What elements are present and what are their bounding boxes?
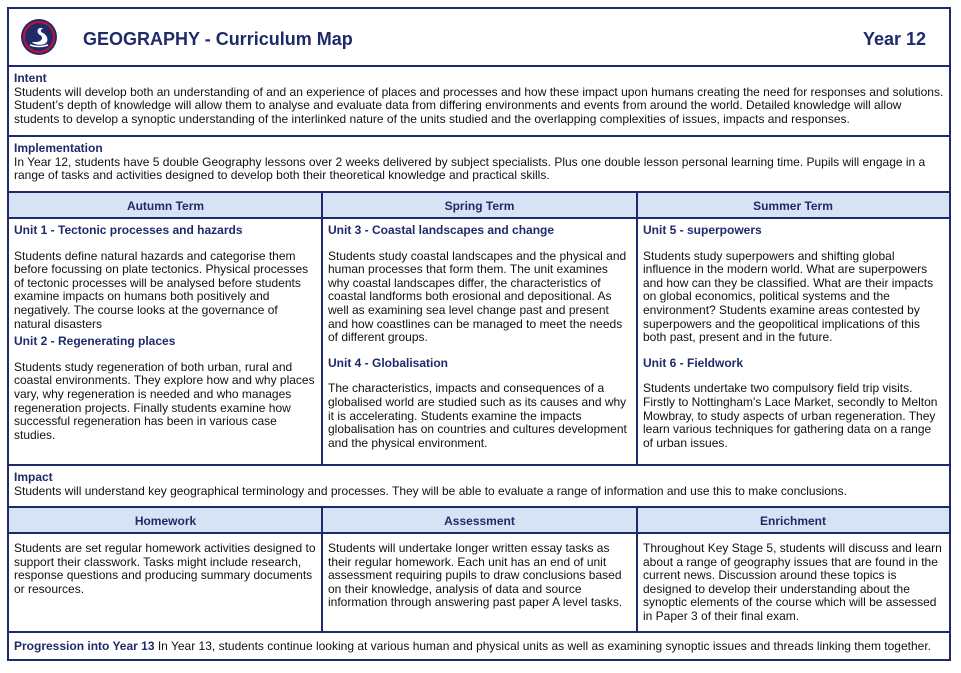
homework-text: Students are set regular homework activities designed to support their classwork. Tasks might include research, response questions and producing summary documents or resources. xyxy=(14,541,316,596)
unit-5-title: Unit 5 - superpowers xyxy=(643,223,762,237)
unit-1-text: Students define natural hazards and categorise them before focussing on plate tectonics. Physical processes of tectonic processes will be analysed before students examine impacts on humans both positively and negatively. The course looks at the governance of natural disasters xyxy=(14,248,309,331)
impact-section xyxy=(9,466,949,508)
swan-crest-icon xyxy=(20,18,58,56)
unit-5-text: Students study superpowers and shifting global influence in the modern world. What are superpowers and how can they be classified. What are their impacts on global economics, political systems and the environment? Students examine areas contested by superpowers and the geopolitical implications of this both past, present and in the future. xyxy=(643,248,934,345)
curriculum-map xyxy=(7,7,951,661)
summer-term-cell xyxy=(638,219,949,454)
intent-heading: Intent xyxy=(14,71,47,85)
summer-term-header: Summer Term xyxy=(637,193,949,219)
unit-6-title: Unit 6 - Fieldwork xyxy=(643,355,744,370)
implementation-section xyxy=(9,137,949,193)
implementation-heading: Implementation xyxy=(14,141,103,155)
progression-text: In Year 13, students continue looking at various human and physical units as well as examining synoptic issues and threads linking them together. xyxy=(154,639,931,653)
unit-2-title: Unit 2 - Regenerating places xyxy=(14,334,176,349)
intent-section xyxy=(9,67,949,137)
page-header xyxy=(9,9,949,67)
unit-3-text: Students study coastal landscapes and the physical and human processes that form them. The unit examines why coastal landscapes differ, the characteristics of coastal landforms both erosional and depositional. As well as examining sea level change past and present and how coastlines can be managed to meet the needs of different groups. xyxy=(328,248,627,345)
impact-heading: Impact xyxy=(14,470,53,484)
page-title: GEOGRAPHY - Curriculum Map xyxy=(83,29,353,49)
unit-3-title: Unit 3 - Coastal landscapes and change xyxy=(328,223,555,237)
unit-4-title: Unit 4 - Globalisation xyxy=(328,355,449,370)
spring-term-header: Spring Term xyxy=(322,193,637,219)
impact-text: Students will understand key geographical terminology and processes. They will be able to evaluate a range of information and use this to make conclusions. xyxy=(14,483,847,498)
terms-table xyxy=(9,193,949,466)
assessment-header: Assessment xyxy=(322,508,637,534)
autumn-term-cell xyxy=(9,219,321,446)
autumn-term-header: Autumn Term xyxy=(9,193,322,219)
unit-2-text: Students study regeneration of both urban, rural and coastal environments. They explore how and why places vary, why regeneration is needed and who manages regeneration projects. Finally students examine how successful regeneration has been in various case studies. xyxy=(14,359,315,442)
unit-6-text: Students undertake two compulsory field trip visits. Firstly to Nottingham's Lace Market, secondly to Melton Mowbray, to study aspects of urban regeneration. They learn various techniques for gathering data on a range of urban issues. xyxy=(643,381,938,450)
enrichment-text: Throughout Key Stage 5, students will discuss and learn about a range of geography issues that are found in the current news. Discussion around these topics is designed to develop their understanding about the synoptic elements of the course which will be assessed in Paper 3 of their final exam. xyxy=(643,541,942,623)
intent-text: Students will develop both an understanding of and an experience of places and processes and how these impact upon humans creating the need for responses and solutions. Student’s depth of knowledge will allow them to analyse and evaluate data from differing environments and events from around the world. Detailed knowledge will allow students to develop a synoptic understanding of the interlinked nature of the units studied and the overlapping complexities of issues, impacts and responses. xyxy=(14,84,944,126)
unit-1-title: Unit 1 - Tectonic processes and hazards xyxy=(14,223,243,237)
homework-header: Homework xyxy=(9,508,322,534)
progression-section xyxy=(9,633,949,659)
support-table xyxy=(9,508,949,633)
year-label: Year 12 xyxy=(862,29,926,49)
unit-4-text: The characteristics, impacts and consequences of a globalised world are studied such as its causes and why it is accelerating. Students examine the impacts globalisation has on countries and cultures development and the physical environment. xyxy=(328,381,627,450)
enrichment-header: Enrichment xyxy=(637,508,949,534)
spring-term-cell xyxy=(323,219,636,454)
progression-label: Progression into Year 13 xyxy=(14,639,155,653)
assessment-text: Students will undertake longer written essay tasks as their regular homework. Each unit has an end of unit assessment requiring pupils to draw conclusions based on their knowledge, analysis of data and source information through answering past paper A level tasks. xyxy=(328,541,623,610)
implementation-text: In Year 12, students have 5 double Geography lessons over 2 weeks delivered by subject specialists. Plus one double lesson personal learning time. Pupils will engage in a range of tasks and activities designed to develop both their theoretical knowledge and practical skills. xyxy=(14,154,926,182)
